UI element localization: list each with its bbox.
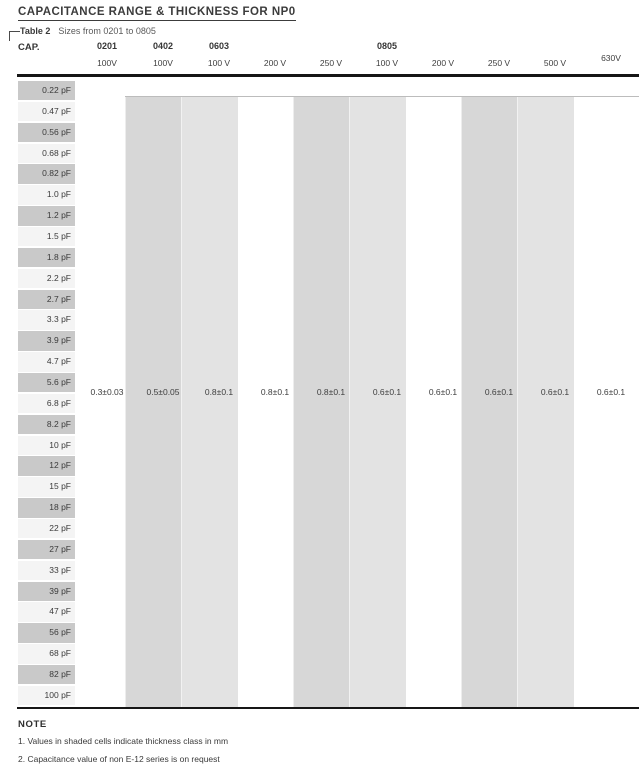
voltage-header-5: 100 V [375, 58, 399, 68]
cap-row-labels [18, 81, 75, 707]
voltage-header-2: 100 V [207, 58, 231, 68]
cap-row-label: 0.68 pF [18, 144, 75, 163]
cap-row-label: 1.8 pF [18, 248, 75, 267]
voltage-header-0: 100V [97, 58, 117, 68]
cap-row-label: 0.82 pF [18, 164, 75, 183]
note-item-1: 1. Values in shaded cells indicate thickness class in mm [18, 736, 229, 746]
thickness-value-1: 0.5±0.05 [146, 387, 180, 397]
size-header-0402: 0402 [152, 41, 174, 51]
voltage-header-1: 100V [153, 58, 173, 68]
cap-row-label: 4.7 pF [18, 352, 75, 371]
cap-row-label: 68 pF [18, 644, 75, 663]
cap-row-label: 10 pF [18, 436, 75, 455]
size-header-0603: 0603 [208, 41, 230, 51]
cap-row-label: 5.6 pF [18, 373, 75, 392]
column-stripe-8 [517, 97, 574, 707]
cap-row-label: 3.9 pF [18, 331, 75, 350]
thickness-value-5: 0.6±0.1 [372, 387, 402, 397]
voltage-header-8: 500 V [543, 58, 567, 68]
cap-row-label: 82 pF [18, 665, 75, 684]
cap-row-label: 39 pF [18, 582, 75, 601]
cap-row-label: 22 pF [18, 519, 75, 538]
range-top-line [125, 96, 639, 97]
cap-row-label: 100 pF [18, 686, 75, 705]
cap-row-label: 1.2 pF [18, 206, 75, 225]
cap-row-label: 12 pF [18, 456, 75, 475]
size-header-0201: 0201 [96, 41, 118, 51]
voltage-header-7: 250 V [487, 58, 511, 68]
cap-row-label: 33 pF [18, 561, 75, 580]
cap-row-label: 1.0 pF [18, 185, 75, 204]
cap-row-label: 8.2 pF [18, 415, 75, 434]
cap-row-label: 0.22 pF [18, 81, 75, 100]
header-rule [17, 74, 639, 77]
thickness-value-4: 0.8±0.1 [316, 387, 346, 397]
cap-row-label: 47 pF [18, 602, 75, 621]
voltage-header-6: 200 V [431, 58, 455, 68]
voltage-header-4: 250 V [319, 58, 343, 68]
page-title: CAPACITANCE RANGE & THICKNESS FOR NP0 [18, 6, 296, 21]
thickness-value-8: 0.6±0.1 [540, 387, 570, 397]
cap-column-header: CAP. [18, 42, 40, 53]
column-stripe-7 [461, 97, 518, 707]
cap-row-label: 2.7 pF [18, 290, 75, 309]
table-caption-bracket-icon [9, 31, 20, 41]
column-stripe-1 [125, 97, 182, 707]
thickness-value-3: 0.8±0.1 [260, 387, 290, 397]
thickness-value-7: 0.6±0.1 [484, 387, 514, 397]
note-item-2: 2. Capacitance value of non E-12 series is on request [18, 754, 220, 764]
table-bottom-rule [17, 707, 639, 709]
cap-row-label: 0.56 pF [18, 123, 75, 142]
column-stripe-4 [293, 97, 350, 707]
cap-row-label: 56 pF [18, 623, 75, 642]
voltage-header-9: 630V [601, 53, 621, 63]
thickness-value-9: 0.6±0.1 [596, 387, 626, 397]
table-caption [20, 26, 156, 36]
table-caption-label: Table 2 [20, 26, 51, 36]
cap-row-label: 27 pF [18, 540, 75, 559]
column-stripe-2 [181, 97, 238, 707]
table-caption-text: Sizes from 0201 to 0805 [58, 26, 156, 36]
column-stripe-5 [349, 97, 406, 707]
cap-row-label: 1.5 pF [18, 227, 75, 246]
thickness-value-2: 0.8±0.1 [204, 387, 234, 397]
cap-row-label: 2.2 pF [18, 269, 75, 288]
cap-row-label: 0.47 pF [18, 102, 75, 121]
cap-row-label: 18 pF [18, 498, 75, 517]
size-header-0805: 0805 [376, 41, 398, 51]
cap-row-label: 15 pF [18, 477, 75, 496]
cap-row-label: 6.8 pF [18, 394, 75, 413]
thickness-value-6: 0.6±0.1 [428, 387, 458, 397]
cap-row-label: 3.3 pF [18, 310, 75, 329]
note-title: NOTE [18, 719, 47, 730]
thickness-value-0: 0.3±0.03 [90, 387, 124, 397]
voltage-header-3: 200 V [263, 58, 287, 68]
